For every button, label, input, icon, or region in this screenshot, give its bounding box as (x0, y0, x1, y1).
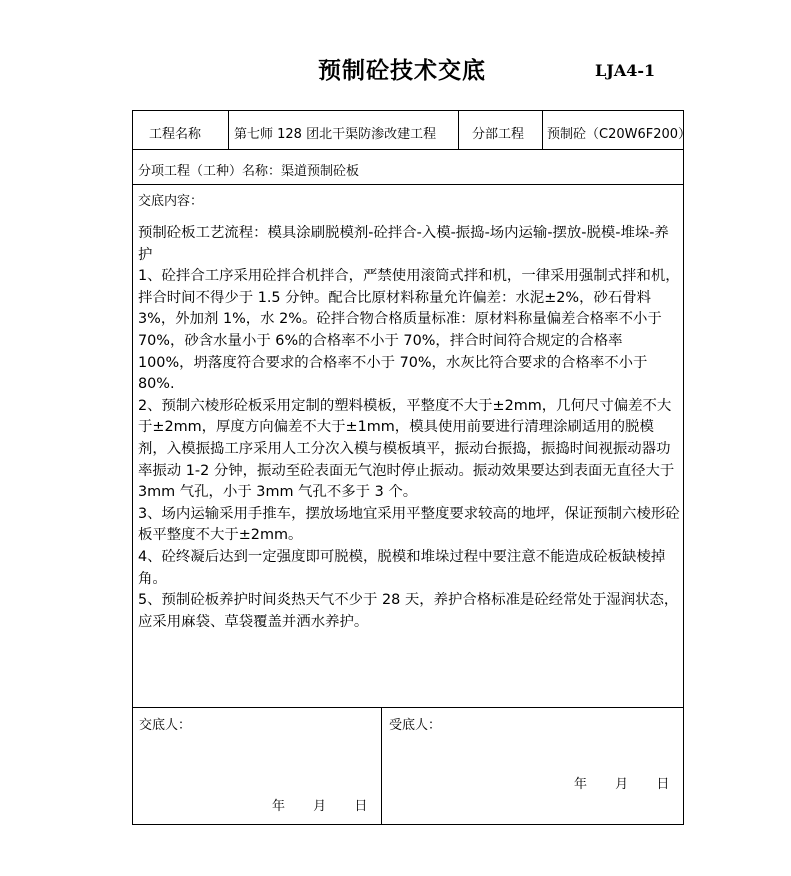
content-paragraph: 3、场内运输采用手推车，摆放场地宜采用平整度要求较高的地坪，保证预制六棱形砼板平整度不大于±2mm。 (138, 505, 680, 544)
project-name-label: 工程名称 (149, 127, 202, 142)
row-divider (133, 149, 683, 150)
division-value: 预制砼（C20W6F200） (547, 127, 692, 142)
content-paragraph: 5、预制砼板养护时间炎热天气不少于 28 天，养护合格标准是砼经常处于湿润状态，应采用麻袋、草袋覆盖并洒水养护。 (138, 592, 679, 630)
sub-item-name: 分项工程（工种）名称：渠道预制砼板 (138, 164, 360, 179)
content-paragraph: 2、预制六棱形砼板采用定制的塑料模板，平整度不大于±2mm，几何尺寸偏差不大于±2mm，厚度方向偏差不大于±1mm，模具使用前要进行清理涂刷适用的脱模剂，入模振捣工序采用人工分次入模与模板填平，振动台振捣，振捣时间视振动器功率振动 1-2 分钟，振动至砼表面无气泡时停止振动。振动效果要达到表面无直径大于 3mm 气孔，小于 3mm 气孔不多于 3 个。 (138, 397, 675, 501)
row-divider (133, 707, 683, 708)
document-title: 预制砼技术交底 (318, 58, 486, 84)
handover-form (132, 110, 692, 825)
form-code: LJA4-1 (595, 61, 656, 80)
content-paragraph: 4、砼终凝后达到一定强度即可脱模，脱模和堆垛过程中要注意不能造成砼板缺棱掉角。 (138, 548, 666, 587)
project-name-value: 第七师 128 团北干渠防渗改建工程 (234, 127, 437, 142)
month-label: 月 (313, 799, 327, 814)
year-label: 年 (574, 777, 588, 792)
year-label: 年 (272, 799, 286, 814)
col-divider (381, 707, 382, 824)
receiver-date (574, 773, 669, 792)
col-divider (458, 111, 459, 149)
day-label: 日 (656, 777, 670, 792)
giver-label: 交底人： (139, 718, 192, 733)
row-divider (133, 184, 683, 185)
month-label: 月 (615, 777, 629, 792)
day-label: 日 (354, 799, 368, 814)
col-divider (228, 111, 229, 149)
division-label: 分部工程 (472, 127, 525, 142)
content-paragraph: 1、砼拌合工序采用砼拌合机拌合，严禁使用滚筒式拌和机，一律采用强制式拌和机，拌合时间不得少于 1.5 分钟。配合比原材料称量允许偏差：水泥±2%，砂石骨料 3%，外加剂 1%，水 2%。砼拌合物合格质量标准：原材料称量偏差合格率不小于 70%，砂含水量小于 6%的合格率不小于 70%，拌合时间符合规定的合格率 100%，坍落度符合要求的合格率不小于 70%，水灰比符合要求的合格率不小于 80%. (138, 268, 680, 393)
col-divider (542, 111, 543, 149)
receiver-label: 受底人： (389, 718, 442, 733)
giver-date (272, 795, 367, 814)
content-paragraph: 预制砼板工艺流程：模具涂刷脱模剂-砼拌合-入模-振捣-场内运输-摆放-脱模-堆垛-养护 (138, 225, 669, 263)
content-label: 交底内容： (138, 194, 204, 209)
content-body (138, 223, 680, 633)
